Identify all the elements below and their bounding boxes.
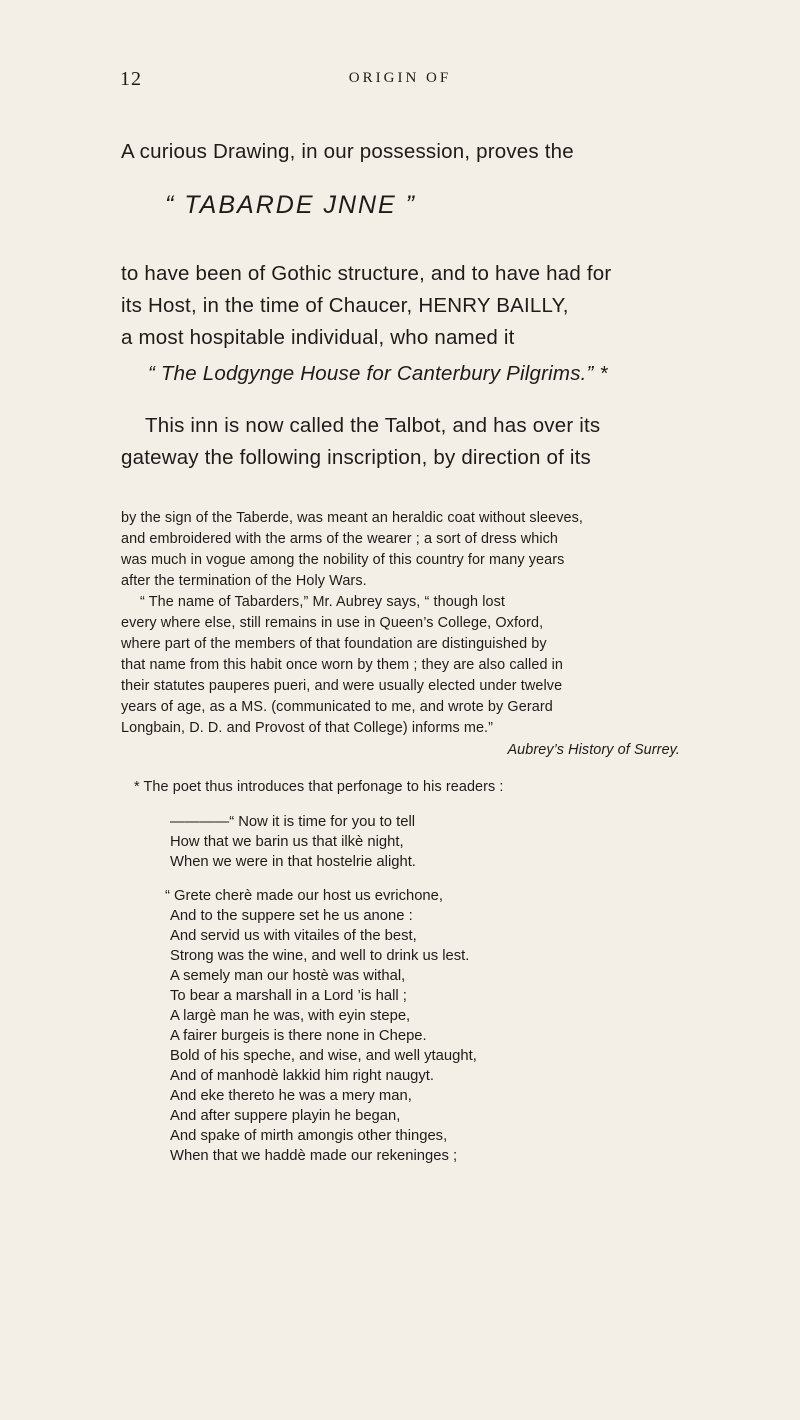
verse-line: When that we haddè made our rekeninges ;	[170, 1148, 458, 1164]
note-line-3: was much in vogue among the nobility of this country for many years	[121, 552, 565, 568]
note-line-2: and embroidered with the arms of the wearer ; a sort of dress which	[121, 531, 559, 547]
main-line-1: A curious Drawing, in our possession, proves the	[121, 140, 574, 163]
main-line-4: its Host, in the time of Chaucer, HENRY BAILLY,	[121, 294, 569, 317]
verse-line: And after suppere playin he began,	[170, 1108, 401, 1124]
note-line-5: “ The name of Tabarders,” Mr. Aubrey says, “ though lost	[140, 594, 506, 610]
verse-line: To bear a marshall in a Lord ’is hall ;	[170, 988, 407, 1004]
verse-line: And spake of mirth amongis other thinges,	[170, 1128, 448, 1144]
note-line-10: years of age, as a MS. (communicated to me, and wrote by Gerard	[121, 699, 553, 715]
verse-line: And to the suppere set he us anone :	[170, 908, 413, 924]
note-line-1: by the sign of the Taberde, was meant an heraldic coat without sleeves,	[121, 510, 584, 526]
main-line-8: gateway the following inscription, by direction of its	[121, 446, 592, 469]
note-line-8: that name from this habit once worn by them ; they are also called in	[121, 657, 564, 673]
page-number: 12	[120, 68, 142, 90]
running-head: ORIGIN OF	[348, 70, 452, 86]
verse-line: And of manhodè lakkid him right naugyt.	[170, 1068, 435, 1084]
verse-line: A fairer burgeis is there none in Chepe.	[170, 1028, 427, 1044]
verse-line: And eke thereto he was a mery man,	[170, 1088, 412, 1104]
note-line-6: every where else, still remains in use in Queen’s College, Oxford,	[121, 615, 544, 631]
verse-line: A semely man our hostè was withal,	[170, 968, 406, 984]
verse-line: ————“ Now it is time for you to tell	[170, 814, 416, 830]
note-line-9: their statutes pauperes pueri, and were usually elected under twelve	[121, 678, 563, 694]
verse-line: A largè man he was, with eyin stepe,	[170, 1008, 411, 1024]
verse-line: “ Grete cherè made our host us evrichone,	[165, 888, 443, 904]
verse-line: Strong was the wine, and well to drink us lest.	[170, 948, 470, 964]
main-line-3: to have been of Gothic structure, and to have had for	[121, 262, 612, 285]
verse-line: Bold of his speche, and wise, and well ytaught,	[170, 1048, 477, 1064]
note-line-4: after the termination of the Holy Wars.	[121, 573, 367, 589]
main-line-5: a most hospitable individual, who named it	[121, 326, 515, 349]
note-citation: Aubrey’s History of Surrey.	[507, 742, 680, 758]
note-line-7: where part of the members of that foundation are distinguished by	[121, 636, 547, 652]
lodging-house-line: “ The Lodgynge House for Canterbury Pilgrims.” *	[148, 362, 608, 385]
inn-title: “ TABARDE JNNE ”	[165, 191, 416, 219]
note-line-11: Longbain, D. D. and Provost of that College) informs me.”	[121, 720, 494, 736]
footnote-intro: * The poet thus introduces that perfonage to his readers :	[134, 779, 504, 795]
verse-line: When we were in that hostelrie alight.	[170, 854, 416, 870]
main-line-7: This inn is now called the Talbot, and has over its	[145, 414, 601, 437]
page-header	[0, 68, 800, 92]
verse-line: And servid us with vitailes of the best,	[170, 928, 417, 944]
verse-line: How that we barin us that ilkè night,	[170, 834, 404, 850]
